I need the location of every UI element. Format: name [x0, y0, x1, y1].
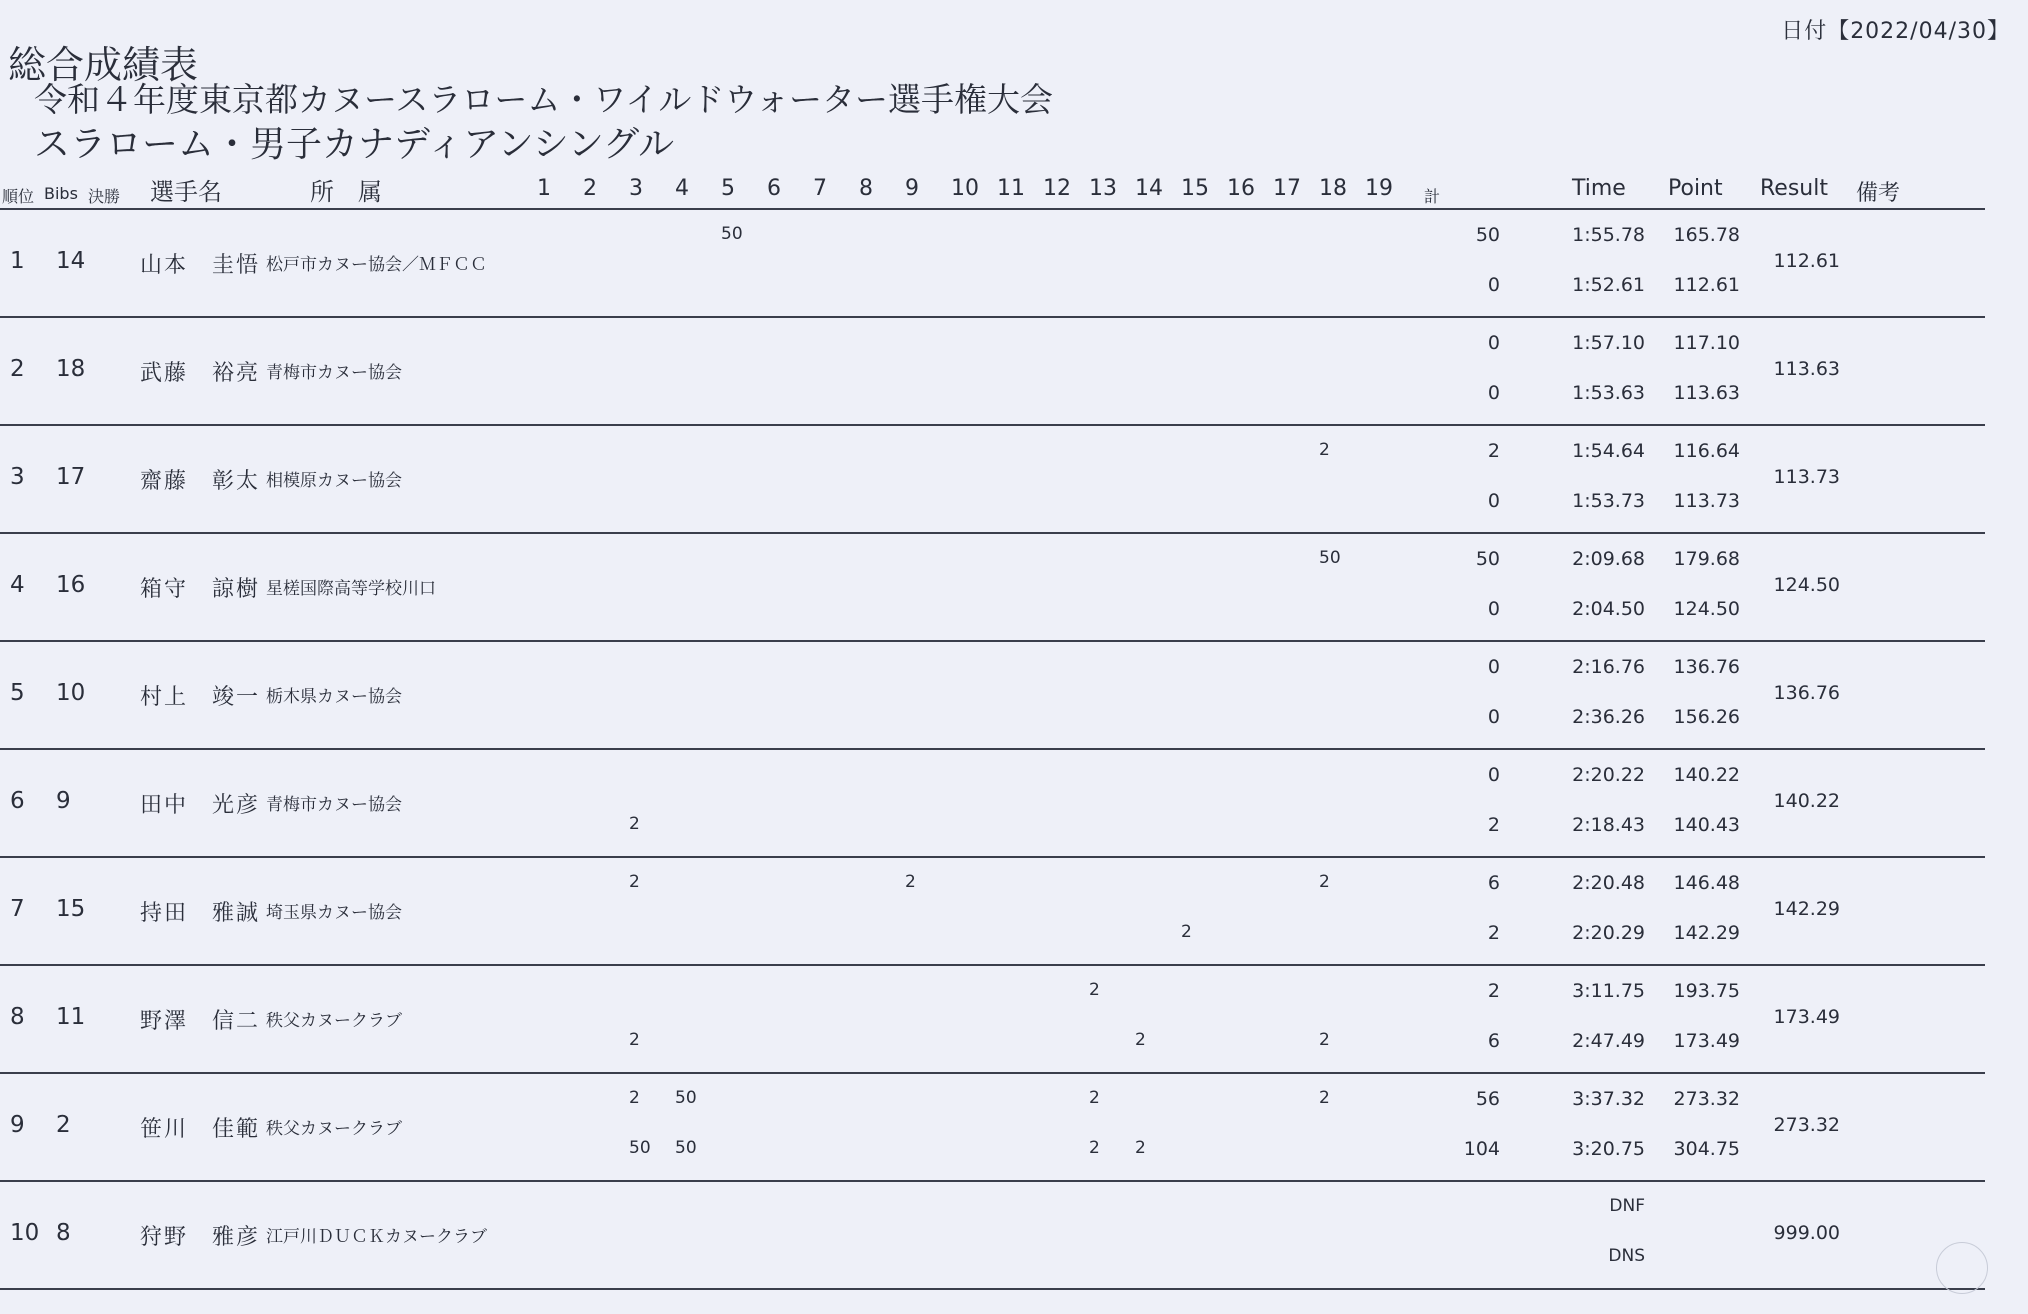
header-gate: 3 [629, 176, 643, 201]
result-cell: 113.63 [1773, 358, 1840, 380]
run-point: 146.48 [1673, 872, 1740, 894]
header-gate: 2 [583, 176, 597, 201]
gate-penalty: 2 [629, 872, 640, 892]
header-time: Time [1572, 176, 1626, 201]
gate-penalty: 2 [1319, 440, 1330, 460]
gate-penalty: 2 [1181, 922, 1192, 942]
run-time: 1:52.61 [1572, 274, 1645, 296]
result-cell: 142.29 [1773, 898, 1840, 920]
run-time: 1:53.73 [1572, 490, 1645, 512]
run-point: 116.64 [1673, 440, 1740, 462]
table-row [0, 642, 1985, 750]
result-cell: 113.73 [1773, 466, 1840, 488]
header-gate: 5 [721, 176, 735, 201]
run-point: 113.73 [1673, 490, 1740, 512]
club-name: 青梅市カヌー協会 [266, 363, 402, 383]
run-total: 104 [1463, 1138, 1500, 1160]
bib-cell: 11 [56, 1004, 86, 1030]
category-title: スラローム・男子カナディアンシングル [34, 124, 675, 165]
run-point: 140.22 [1673, 764, 1740, 786]
run-time: 2:04.50 [1572, 598, 1645, 620]
run-point: 173.49 [1673, 1030, 1740, 1052]
result-cell: 124.50 [1773, 574, 1840, 596]
header-name: 選手名 [150, 178, 222, 206]
result-cell: 136.76 [1773, 682, 1840, 704]
header-gate: 12 [1043, 176, 1071, 201]
run-point: 142.29 [1673, 922, 1740, 944]
athlete-name: 狩野 雅彦 [140, 1225, 261, 1250]
run-total: 0 [1487, 598, 1500, 620]
table-row [0, 318, 1985, 426]
athlete-name: 村上 竣一 [140, 685, 261, 710]
date-label: 日付【2022/04/30】 [1781, 19, 2010, 44]
header-gate: 6 [767, 176, 781, 201]
gate-penalty: 2 [629, 1030, 640, 1050]
header-rank: 順位 [2, 187, 35, 206]
club-name: 星槎国際高等学校川口 [266, 579, 436, 599]
run-time: 1:53.63 [1572, 382, 1645, 404]
gate-penalty: 50 [675, 1138, 697, 1158]
run-total: 6 [1487, 1030, 1500, 1052]
rank-cell: 7 [10, 896, 25, 922]
run-point: 117.10 [1673, 332, 1740, 354]
club-name: 青梅市カヌー協会 [266, 795, 402, 815]
athlete-name: 田中 光彦 [140, 793, 261, 818]
header-remarks: 備考 [1856, 181, 1901, 206]
gate-penalty: 2 [1089, 1088, 1100, 1108]
header-bibs: Bibs [44, 184, 78, 203]
run-point: 140.43 [1673, 814, 1740, 836]
run-total: 50 [1475, 224, 1500, 246]
table-row [0, 858, 1985, 966]
run-point: 156.26 [1673, 706, 1740, 728]
run-time: 1:54.64 [1572, 440, 1645, 462]
bib-cell: 18 [56, 356, 86, 382]
rank-cell: 10 [10, 1220, 40, 1246]
gate-penalty: 50 [675, 1088, 697, 1108]
athlete-name: 持田 雅誠 [140, 901, 261, 926]
run-total: 0 [1487, 706, 1500, 728]
run-point: 165.78 [1673, 224, 1740, 246]
run-point: 124.50 [1673, 598, 1740, 620]
club-name: 松戸市カヌー協会／ＭＦＣＣ [266, 255, 487, 275]
rank-cell: 9 [10, 1112, 25, 1138]
gate-penalty: 2 [1089, 980, 1100, 1000]
club-name: 埼玉県カヌー協会 [266, 903, 402, 923]
table-row [0, 1182, 1985, 1290]
header-point: Point [1668, 176, 1723, 201]
gate-penalty: 2 [629, 814, 640, 834]
run-total: 0 [1487, 490, 1500, 512]
bib-cell: 8 [56, 1220, 71, 1246]
run-time: 2:16.76 [1572, 656, 1645, 678]
result-cell: 273.32 [1773, 1114, 1840, 1136]
table-header [0, 172, 1985, 210]
run-point: 193.75 [1673, 980, 1740, 1002]
rank-cell: 6 [10, 788, 25, 814]
run-total: 2 [1487, 814, 1500, 836]
run-total: 0 [1487, 274, 1500, 296]
run-time: 1:57.10 [1572, 332, 1645, 354]
header-gate: 18 [1319, 176, 1347, 201]
gate-penalty: 2 [1135, 1138, 1146, 1158]
result-cell: 999.00 [1773, 1222, 1840, 1244]
bib-cell: 10 [56, 680, 86, 706]
rank-cell: 8 [10, 1004, 25, 1030]
header-total: 計 [1424, 187, 1441, 206]
hole-punch-mark [1936, 1242, 1988, 1294]
run-time: 2:09.68 [1572, 548, 1645, 570]
gate-penalty: 2 [1089, 1138, 1100, 1158]
athlete-name: 山本 圭悟 [140, 253, 261, 278]
header-gate: 10 [951, 176, 979, 201]
run-total: 50 [1475, 548, 1500, 570]
header-gate: 19 [1365, 176, 1393, 201]
athlete-name: 笹川 佳範 [140, 1117, 261, 1142]
result-cell: 173.49 [1773, 1006, 1840, 1028]
table-row [0, 426, 1985, 534]
table-row [0, 750, 1985, 858]
run-time: 1:55.78 [1572, 224, 1645, 246]
athlete-name: 箱守 諒樹 [140, 577, 261, 602]
header-gate: 13 [1089, 176, 1117, 201]
header-final: 決勝 [88, 187, 121, 206]
run-time: 2:47.49 [1572, 1030, 1645, 1052]
gate-penalty: 2 [629, 1088, 640, 1108]
header-result: Result [1760, 176, 1828, 201]
run-total: 0 [1487, 382, 1500, 404]
header-gate: 16 [1227, 176, 1255, 201]
header-gate: 11 [997, 176, 1025, 201]
table-row [0, 1074, 1985, 1182]
athlete-name: 齋藤 彰太 [140, 469, 261, 494]
run-time: 2:20.22 [1572, 764, 1645, 786]
bib-cell: 9 [56, 788, 71, 814]
header-gate: 17 [1273, 176, 1301, 201]
gate-penalty: 50 [629, 1138, 651, 1158]
header-gate: 14 [1135, 176, 1163, 201]
run-time: 2:20.48 [1572, 872, 1645, 894]
header-gate: 15 [1181, 176, 1209, 201]
run-point: 112.61 [1673, 274, 1740, 296]
run-time: 2:36.26 [1572, 706, 1645, 728]
result-cell: 140.22 [1773, 790, 1840, 812]
gate-penalty: 2 [1319, 1030, 1330, 1050]
run-status: DNF [1609, 1196, 1645, 1216]
run-total: 0 [1487, 764, 1500, 786]
run-point: 179.68 [1673, 548, 1740, 570]
run-total: 2 [1487, 980, 1500, 1002]
table-row [0, 210, 1985, 318]
result-cell: 112.61 [1773, 250, 1840, 272]
bib-cell: 14 [56, 248, 86, 274]
rank-cell: 4 [10, 572, 25, 598]
run-status: DNS [1608, 1246, 1645, 1266]
rank-cell: 3 [10, 464, 25, 490]
rank-cell: 1 [10, 248, 25, 274]
bib-cell: 17 [56, 464, 86, 490]
run-point: 304.75 [1673, 1138, 1740, 1160]
header-club: 所 属 [310, 178, 382, 206]
gate-penalty: 2 [1135, 1030, 1146, 1050]
club-name: 江戸川ＤＵＣＫカヌークラブ [266, 1227, 487, 1247]
run-time: 3:20.75 [1572, 1138, 1645, 1160]
run-total: 0 [1487, 656, 1500, 678]
gate-penalty: 2 [1319, 1088, 1330, 1108]
run-point: 113.63 [1673, 382, 1740, 404]
event-title: 令和４年度東京都カヌースラローム・ワイルドウォーター選手権大会 [34, 80, 1054, 119]
table-row [0, 534, 1985, 642]
header-gate: 9 [905, 176, 919, 201]
bib-cell: 2 [56, 1112, 71, 1138]
athlete-name: 野澤 信二 [140, 1009, 261, 1034]
run-total: 6 [1487, 872, 1500, 894]
club-name: 相模原カヌー協会 [266, 471, 402, 491]
bib-cell: 16 [56, 572, 86, 598]
run-time: 2:20.29 [1572, 922, 1645, 944]
run-total: 0 [1487, 332, 1500, 354]
results-table [0, 210, 1985, 1290]
run-time: 3:11.75 [1572, 980, 1645, 1002]
header-gate: 1 [537, 176, 551, 201]
bib-cell: 15 [56, 896, 86, 922]
table-row [0, 966, 1985, 1074]
run-total: 56 [1475, 1088, 1500, 1110]
gate-penalty: 2 [1319, 872, 1330, 892]
club-name: 秩父カヌークラブ [266, 1119, 402, 1139]
header-gate: 4 [675, 176, 689, 201]
club-name: 秩父カヌークラブ [266, 1011, 402, 1031]
page-title: 総合成績表 [8, 43, 199, 87]
club-name: 栃木県カヌー協会 [266, 687, 402, 707]
header-gate: 7 [813, 176, 827, 201]
run-total: 2 [1487, 440, 1500, 462]
run-total: 2 [1487, 922, 1500, 944]
run-time: 2:18.43 [1572, 814, 1645, 836]
run-point: 273.32 [1673, 1088, 1740, 1110]
gate-penalty: 50 [721, 224, 743, 244]
run-time: 3:37.32 [1572, 1088, 1645, 1110]
athlete-name: 武藤 裕亮 [140, 361, 261, 386]
run-point: 136.76 [1673, 656, 1740, 678]
gate-penalty: 2 [905, 872, 916, 892]
rank-cell: 5 [10, 680, 25, 706]
header-gate: 8 [859, 176, 873, 201]
gate-penalty: 50 [1319, 548, 1341, 568]
rank-cell: 2 [10, 356, 25, 382]
